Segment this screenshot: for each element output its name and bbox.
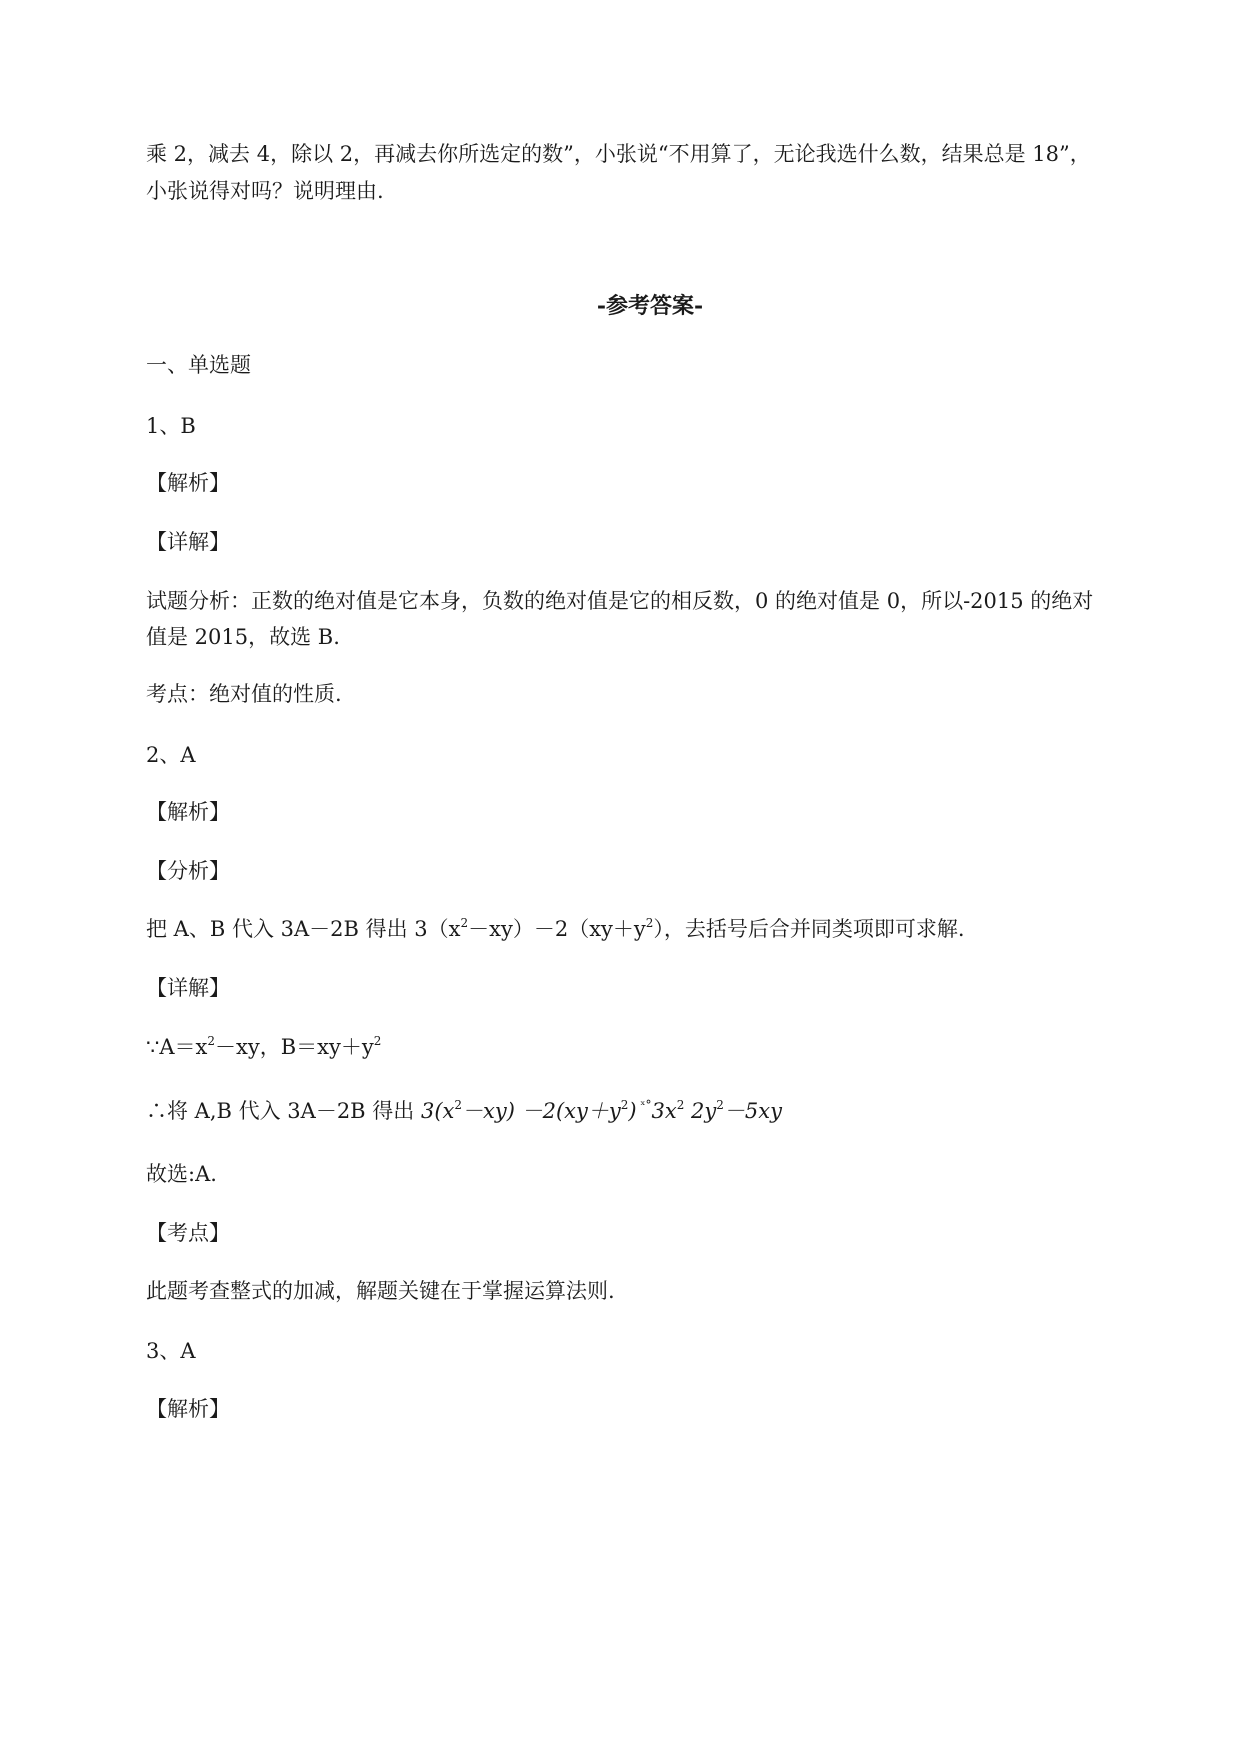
q2-math-part-a: 3(x	[420, 1099, 455, 1123]
q2-fenxi-text	[146, 915, 965, 946]
superscript-2: 2	[373, 1034, 382, 1048]
superscript-2: 2	[454, 1098, 463, 1112]
garbled-equals-glyph: ˣ°	[636, 1098, 652, 1112]
q1-detail-label: 【详解】	[146, 530, 230, 554]
superscript-2: 2	[645, 916, 654, 930]
q3-analysis-label: 【解析】	[146, 1397, 230, 1421]
q2-fenxi-part-a: 把 A、B 代入 3A－2B 得出 3（x	[146, 917, 461, 941]
q2-math-part-e: 2y	[684, 1099, 717, 1123]
superscript-2: 2	[207, 1034, 216, 1048]
q2-fenxi-part-c: ），去括号后合并同类项即可求解.	[653, 917, 965, 941]
q2-answer: 2、A	[146, 743, 196, 767]
q1-answer: 1、B	[146, 414, 196, 438]
q2-therefore-prefix: ∴将 A,B 代入 3A－2B 得出	[146, 1099, 421, 1123]
q2-math-part-c: )	[628, 1099, 637, 1123]
q3-answer: 3、A	[146, 1339, 196, 1363]
q1-detail-line-2: 值是 2015，故选 B.	[146, 625, 340, 649]
q2-fenxi-label: 【分析】	[146, 859, 230, 883]
problem-text-line-2: 小张说得对吗？说明理由.	[146, 179, 384, 203]
q2-since-part-a: ∵A＝x	[146, 1035, 208, 1059]
q2-detail-label: 【详解】	[146, 976, 230, 1000]
q2-since-line	[146, 1033, 381, 1064]
superscript-2: 2	[676, 1098, 685, 1112]
q2-math-part-b: －xy) －2(xy＋y	[462, 1099, 621, 1123]
q1-analysis-label: 【解析】	[146, 471, 230, 495]
q2-kaodian-label: 【考点】	[146, 1221, 230, 1245]
superscript-2: 2	[460, 916, 469, 930]
q1-detail-line-1: 试题分析：正数的绝对值是它本身，负数的绝对值是它的相反数，0 的绝对值是 0，所以-2015 的绝对	[146, 589, 1094, 613]
answer-title: -参考答案-	[596, 293, 704, 319]
q2-analysis-label: 【解析】	[146, 800, 230, 824]
q1-point: 考点：绝对值的性质.	[146, 682, 342, 706]
q2-kaodian-text: 此题考查整式的加减，解题关键在于掌握运算法则.	[146, 1279, 615, 1303]
q2-since-part-b: －xy，B＝xy＋y	[215, 1035, 374, 1059]
superscript-2: 2	[716, 1098, 724, 1112]
section-heading: 一、单选题	[146, 353, 251, 377]
superscript-2: 2	[620, 1098, 629, 1112]
q2-math-part-f: －5xy	[723, 1099, 782, 1123]
q2-therefore-line	[146, 1097, 782, 1128]
q2-fenxi-part-b: －xy）－2（xy＋y	[468, 917, 646, 941]
q2-choose: 故选:A.	[146, 1162, 217, 1186]
q2-math-part-d: 3x	[651, 1099, 677, 1123]
problem-text-line-1: 乘 2，减去 4，除以 2，再减去你所选定的数”，小张说“不用算了，无论我选什么数，结果总是 18”，	[146, 142, 1091, 166]
